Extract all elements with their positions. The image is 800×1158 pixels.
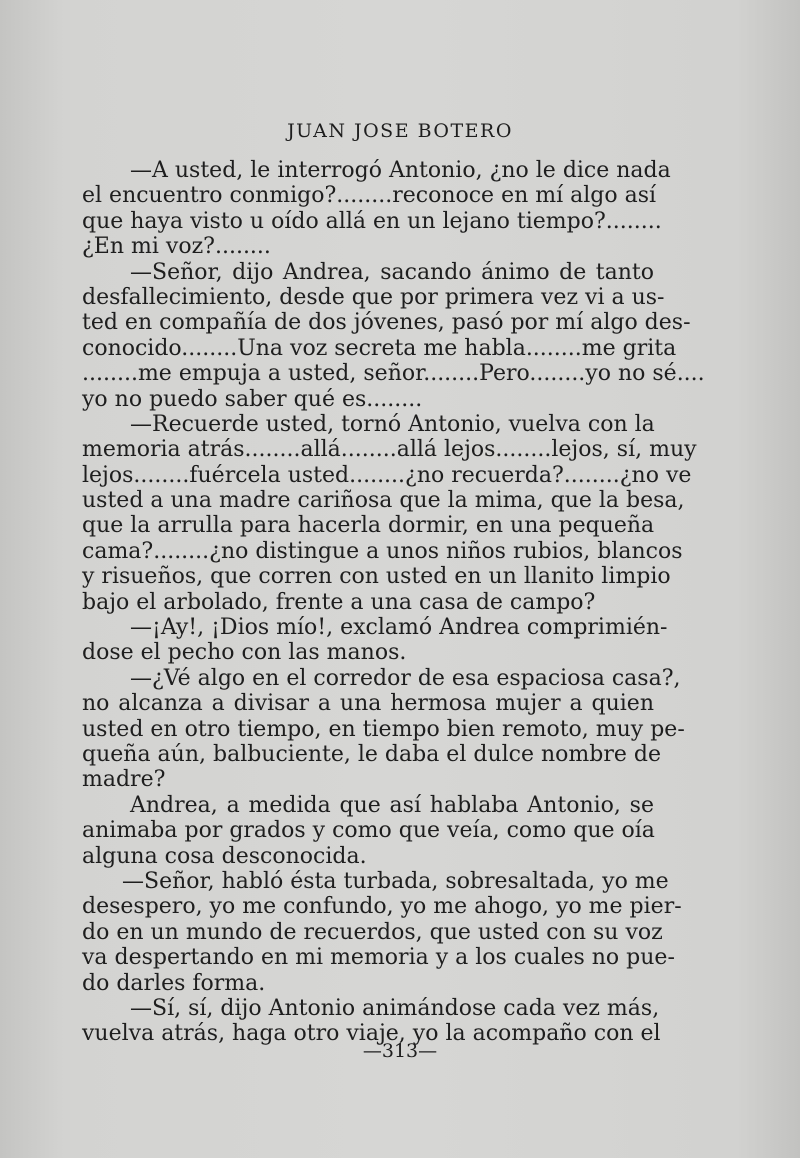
running-header: JUAN JOSE BOTERO <box>287 120 513 142</box>
text-line: desfallecimiento, desde que por primera vez vi a us- <box>82 284 665 310</box>
text-line: no alcanza a divisar a una hermosa mujer a quien <box>82 691 654 717</box>
text-line: que haya visto u oído allá en un lejano tiempo?........ <box>82 208 662 234</box>
text-line: conocido........Una voz secreta me habla........me grita <box>82 335 677 361</box>
text-line: el encuentro conmigo?........reconoce en mí algo así <box>82 183 657 209</box>
text-line: —¡Ay!, ¡Dios mío!, exclamó Andrea comprimién- <box>130 615 668 641</box>
text-line: —A usted, le interrogó Antonio, ¿no le dice nada <box>130 158 671 183</box>
text-line: usted a una madre cariñosa que la mima, que la besa, <box>82 488 685 514</box>
text-line: madre? <box>82 767 166 793</box>
text-line: memoria atrás........allá........allá lejos........lejos, sí, muy <box>82 437 697 463</box>
text-line: cama?........¿no distingue a unos niños rubios, blancos <box>82 538 683 564</box>
text-line: Andrea, a medida que así hablaba Antonio, se <box>130 792 654 818</box>
text-line: yo no puedo saber qué es........ <box>82 386 423 412</box>
text-line: usted en otro tiempo, en tiempo bien remoto, muy pe- <box>82 716 685 742</box>
text-line: animaba por grados y como que veía, como que oía <box>82 818 655 844</box>
text-line: lejos........fuércela usted........¿no recuerda?........¿no ve <box>82 462 692 488</box>
text-line: bajo el arbolado, frente a una casa de campo? <box>82 589 596 615</box>
text-line: do en un mundo de recuerdos, que usted con su voz <box>82 919 663 945</box>
text-line: alguna cosa desconocida. <box>82 843 367 869</box>
text-line: queña aún, balbuciente, le daba el dulce nombre de <box>82 741 661 767</box>
text-line: y risueños, que corren con usted en un llanito limpio <box>82 564 671 590</box>
text-line: ted en compañía de dos jóvenes, pasó por mí algo des- <box>82 310 691 336</box>
text-line: —Señor, habló ésta turbada, sobresaltada, yo me <box>122 868 669 894</box>
text-line: vuelva atrás, haga otro viaje, yo la acompaño con el <box>82 1021 661 1047</box>
text-line: desespero, yo me confundo, yo me ahogo, yo me pier- <box>82 894 682 920</box>
text-line: dose el pecho con las manos. <box>82 640 407 666</box>
text-line: ¿En mi voz?........ <box>82 234 271 260</box>
text-line: va despertando en mi memoria y a los cuales no pue- <box>82 945 675 971</box>
page-body <box>82 158 705 1047</box>
text-line: —Recuerde usted, tornó Antonio, vuelva con la <box>130 411 655 437</box>
text-line: do darles forma. <box>82 970 266 996</box>
text-line: que la arrulla para hacerla dormir, en una pequeña <box>82 513 655 539</box>
page-number: —313— <box>362 1040 438 1062</box>
text-line: —¿Vé algo en el corredor de esa espaciosa casa?, <box>130 665 681 691</box>
text-line: —Sí, sí, dijo Antonio animándose cada vez más, <box>130 995 660 1021</box>
text-line: —Señor, dijo Andrea, sacando ánimo de tanto <box>130 259 654 285</box>
text-line: ........me empuja a usted, señor........Pero........yo no sé.... <box>82 361 705 387</box>
